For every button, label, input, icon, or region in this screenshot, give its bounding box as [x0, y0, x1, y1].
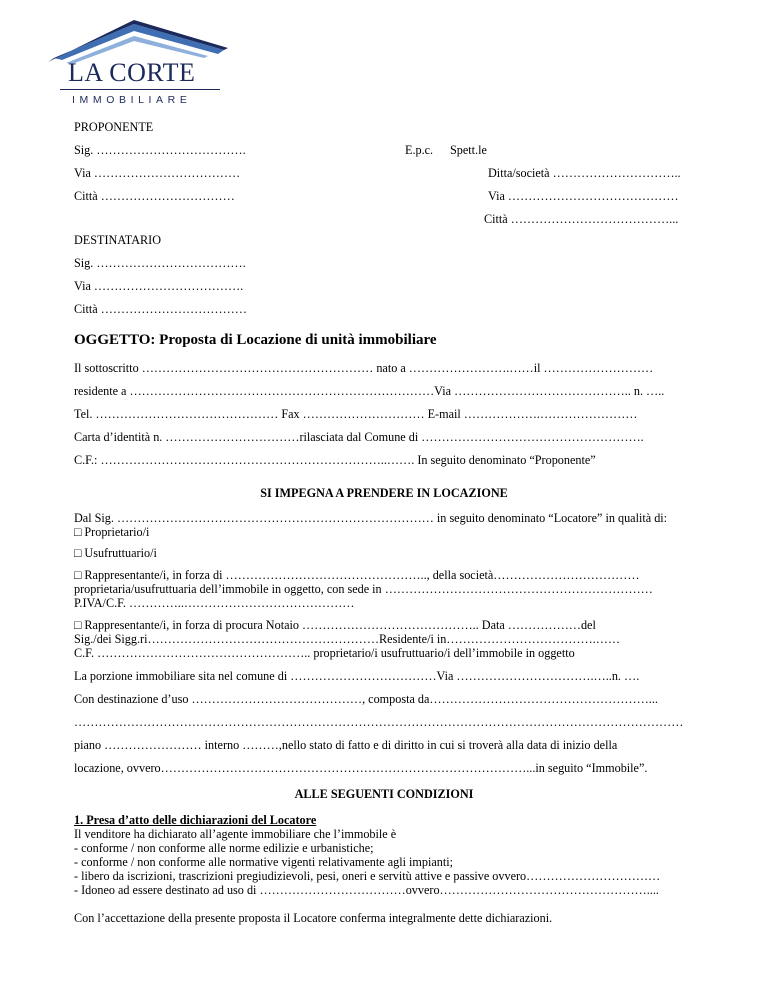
epc-spett: Spett.le: [450, 143, 487, 157]
option-usufruttuario: □ Usufruttuario/i: [74, 546, 157, 560]
section-1-title: 1. Presa d’atto delle dichiarazioni del Locatore: [74, 813, 317, 827]
proponente-line: Il sottoscritto ………………………………………………… nato a …………………….……il ………………………: [74, 361, 654, 375]
proponente-line: C.F.: ……………………………………………………………..……. In seguito denominato “Proponente”: [74, 453, 596, 467]
proponente-heading: PROPONENTE: [74, 120, 154, 134]
logo-divider: [60, 89, 220, 90]
logo-subtitle: IMMOBILIARE: [72, 94, 192, 106]
epc-label: E.p.c.: [405, 143, 434, 157]
oggetto-title: OGGETTO: Proposta di Locazione di unità immobiliare: [74, 332, 437, 348]
immobile-dots: ……………………………………………………………………………………………………………………………………: [74, 715, 684, 729]
destinatario-heading: DESTINATARIO: [74, 233, 162, 247]
logo-name: LA CORTE: [68, 58, 196, 87]
option-proprietario: □ Proprietario/i: [74, 525, 150, 539]
condizioni-heading: ALLE SEGUENTI CONDIZIONI: [294, 787, 474, 801]
destinatario-sig: Sig. ……………………………….: [74, 256, 246, 270]
section-1-line: Il venditore ha dichiarato all’agente immobiliare che l’immobile è: [74, 827, 397, 841]
section-1-line: - conforme / non conforme alle normative vigenti relativamente agli impianti;: [74, 855, 454, 869]
proponente-line: Tel. ……………………………………… Fax ………………………… E-mail ……………….……………………: [74, 407, 638, 421]
impegno-heading: SI IMPEGNA A PRENDERE IN LOCAZIONE: [260, 486, 508, 500]
section-1-line: - Idoneo ad essere destinato ad uso di ………………………………ovvero……………………………………………....: [74, 883, 659, 897]
rappresentante-1-line-b: proprietaria/usufruttuaria dell’immobile in oggetto, con sede in …………………………………………………………: [74, 582, 653, 596]
rappresentante-1-line-a: □ Rappresentante/i, in forza di ………………………………………….., della società………………………………: [74, 568, 640, 582]
rappresentante-1-line-c: P.IVA/C.F. …………..……………………………………: [74, 596, 355, 610]
epc-citta: Città …………………………………...: [484, 212, 679, 226]
immobile-destinazione: Con destinazione d’uso ……………………………………, composta da………………………………………………...: [74, 692, 658, 706]
destinatario-citta: Città ………………………………: [74, 302, 247, 316]
section-1-line: - libero da iscrizioni, trascrizioni pregiudizievoli, pesi, oneri e servitù attive e passive ovvero……………………………: [74, 869, 661, 883]
company-logo: [48, 14, 228, 106]
locatore-line: Dal Sig. …………………………………………………………………… in seguito denominato “Locatore” in qualità di:: [74, 511, 668, 525]
proponente-via: Via ………………………………: [74, 166, 241, 180]
proponente-line: residente a …………………………………………………………………Via …………………………………….. n. …..: [74, 384, 665, 398]
immobile-piano: piano …………………… interno ………,nello stato di fatto e di diritto in cui si troverà alla data di inizio della: [74, 738, 618, 752]
section-1-conferma: Con l’accettazione della presente proposta il Locatore conferma integralmente dette dichiarazioni.: [74, 911, 553, 925]
immobile-locazione: locazione, ovvero………………………………………………………………………………...in seguito “Immobile”.: [74, 761, 648, 775]
proponente-sig: Sig. ……………………………….: [74, 143, 246, 157]
section-1-line: - conforme / non conforme alle norme edilizie e urbanistiche;: [74, 841, 374, 855]
immobile-porzione: La porzione immobiliare sita nel comune di ………………………………Via …………………………….…..n. ….: [74, 669, 640, 683]
proponente-line: Carta d’identità n. ……………………………rilasciata dal Comune di ……………………………………………….: [74, 430, 644, 444]
rappresentante-2-line-a: □ Rappresentante/i, in forza di procura Notaio …………………………………….. Data ………………del: [74, 618, 596, 632]
proponente-citta: Città ……………………………: [74, 189, 235, 203]
rappresentante-2-line-c: C.F. …………………………………………….. proprietario/i usufruttuario/i dell’immobile in oggetto: [74, 646, 575, 660]
roof-icon: [48, 14, 228, 64]
rappresentante-2-line-b: Sig./dei Sigg.ri…………………………………………………Residente/i in……………………………….……: [74, 632, 621, 646]
epc-ditta: Ditta/società …………………………..: [488, 166, 681, 180]
destinatario-via: Via ……………………………….: [74, 279, 244, 293]
epc-via: Via ……………………………………: [488, 189, 679, 203]
